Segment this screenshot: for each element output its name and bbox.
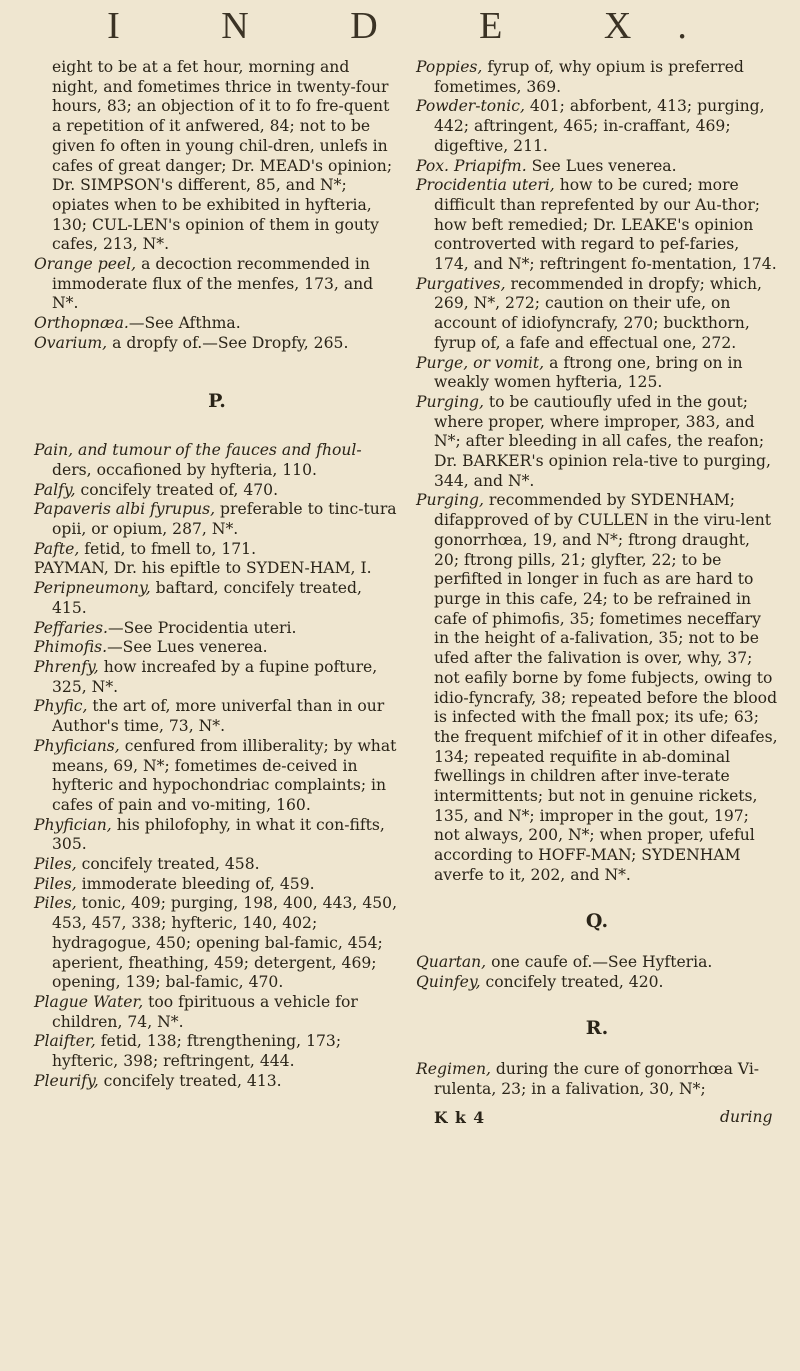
signature-mark: K k 4 bbox=[434, 1108, 486, 1127]
entry-headword: Pain, and tumour of the fauces and fhoul- bbox=[34, 441, 362, 460]
index-entry bbox=[416, 973, 778, 993]
entry-headword: Quinfey, bbox=[416, 972, 481, 991]
entry-text: fetid, to fmell to, 171. bbox=[79, 539, 257, 558]
section-letter-r: R. bbox=[585, 1016, 609, 1039]
index-entry bbox=[34, 875, 400, 895]
entry-text: immoderate bleeding of, 459. bbox=[76, 874, 315, 893]
entry-text: —See Lues venerea. bbox=[107, 638, 268, 657]
index-entry bbox=[416, 1060, 778, 1099]
left-entries-bottom bbox=[34, 441, 400, 1091]
left-column bbox=[34, 58, 400, 1091]
index-entry bbox=[416, 275, 778, 354]
entry-text: a dropfy of.—See Dropfy, 265. bbox=[107, 333, 349, 352]
entry-text: —See Procidentia uteri. bbox=[108, 618, 297, 637]
entry-headword: Pleurify, bbox=[34, 1071, 99, 1090]
index-entry bbox=[416, 97, 778, 156]
entry-text: recommended by SYDENHAM; difapproved of by CULLEN in the viru-lent gonorrhœa, 19, and N*; ftrong draught, 20; ftrong pills, 21; glyfter, 22; to be perfifted in longer in fuch as are hard to purge in this cafe, 24; to be refrained in cafe of phimofis, 35; fometimes neceffary in the height of a-falivation, 35; not to be ufed after the falivation is over, why, 37; not eafily borne by fome fubjects, owing to idio-fyncrafy, 38; repeated before the blood is infected with the fmall pox; its ufe; 63; the frequent mifchief of it in other difeafes, 134; repeated requifite in ab-dominal fwellings in children after inve-terate intermittents; but not in genuine rickets, 135, and N*; improper in the gout, 197; not always, 200, N*; when proper, ufeful according to HOFF-MAN; SYDENHAM averfe to it, 202, and N*. bbox=[434, 491, 778, 884]
entry-text: a ftrong one, bring on in weakly women hyfteria, 125. bbox=[434, 353, 743, 392]
right-entries-r bbox=[416, 1060, 778, 1099]
entry-text: concifely treated of, 470. bbox=[75, 480, 279, 499]
index-entry bbox=[34, 1032, 400, 1071]
entry-headword: Peripneumony, bbox=[34, 579, 151, 598]
index-entry bbox=[416, 157, 778, 177]
index-entry bbox=[34, 737, 400, 816]
entry-text: concifely treated, 458. bbox=[76, 855, 260, 874]
index-entry bbox=[34, 540, 400, 560]
entry-headword: Palfy, bbox=[34, 480, 76, 499]
entry-headword: Piles, bbox=[34, 855, 77, 874]
entry-text: fetid, 138; ftrengthening, 173; hyfteric, 398; reftringent, 444. bbox=[52, 1032, 342, 1071]
entry-headword: Phyficians, bbox=[34, 736, 120, 755]
entry-text: how increafed by a fupine pofture, 325, N*. bbox=[52, 657, 378, 696]
index-entry bbox=[34, 500, 400, 539]
entry-headword: Orange peel, bbox=[34, 255, 137, 274]
index-entry bbox=[34, 579, 400, 618]
entry-headword: Purging, bbox=[416, 491, 484, 510]
entry-text: See Lues venerea. bbox=[526, 156, 677, 175]
index-entry bbox=[34, 334, 400, 354]
entry-text: tonic, 409; purging, 198, 400, 443, 450, 453, 457, 338; hyfteric, 140, 402; hydragogue, 450; opening bal-famic, 454; aperient, fheathing, 459; detergent, 469; opening, 139; bal-famic, 470. bbox=[52, 894, 398, 992]
entry-text: 401; abforbent, 413; purging, 442; aftringent, 465; in-craffant, 469; digeftive, 211. bbox=[434, 97, 765, 155]
entry-text: the art of, more univerfal than in our Author's time, 73, N*. bbox=[52, 697, 385, 736]
entry-headword: Purge, or vomit, bbox=[416, 353, 545, 372]
right-column bbox=[416, 58, 778, 1100]
entry-headword: Phrenfy, bbox=[34, 657, 99, 676]
entry-headword: Plaifter, bbox=[34, 1032, 96, 1051]
entry-headword: Regimen, bbox=[416, 1060, 491, 1079]
entry-text: too fpirituous a vehicle for children, 74, N*. bbox=[52, 992, 358, 1031]
index-entry bbox=[34, 481, 400, 501]
section-letter-p: P. bbox=[208, 389, 226, 412]
index-entry bbox=[416, 354, 778, 393]
entry-headword: Piles, bbox=[34, 894, 77, 913]
entry-text: cenfured from illiberality; by what means, 69, N*; fometimes de-ceived in hyfteric and hypochondriac complaints; in cafes of pain and vo-miting, 160. bbox=[52, 736, 397, 814]
right-entries-q bbox=[416, 953, 778, 992]
entry-headword: Purgatives, bbox=[416, 274, 506, 293]
entry-text: during the cure of gonorrhœa Vi-rulenta, 23; in a falivation, 30, N*; bbox=[434, 1060, 760, 1099]
entry-text: his philofophy, in what it con-fifts, 305. bbox=[52, 815, 385, 854]
entry-text: recommended in dropfy; which, 269, N*, 272; caution on their ufe, on account of idiofyncrafy, 270; buckthorn, fyrup of, a fafe and effectual one, 272. bbox=[434, 274, 762, 352]
index-entry bbox=[416, 393, 778, 492]
page-header: I N D E X. bbox=[107, 5, 733, 47]
entry-text: preferable to tinc-tura opii, or opium, 287, N*. bbox=[52, 500, 397, 539]
left-entries-top bbox=[34, 58, 400, 354]
entry-headword: Poppies, bbox=[416, 58, 483, 76]
entry-headword: Plague Water, bbox=[34, 992, 144, 1011]
entry-headword: Piles, bbox=[34, 874, 77, 893]
right-entries-top bbox=[416, 58, 778, 886]
entry-text: concifely treated, 420. bbox=[480, 972, 664, 991]
entry-headword: Purging, bbox=[416, 392, 484, 411]
entry-text: a decoction recommended in immoderate flux of the menfes, 173, and N*. bbox=[52, 255, 374, 313]
entry-headword: Procidentia uteri, bbox=[416, 176, 555, 195]
entry-headword: Quartan, bbox=[416, 953, 487, 972]
entry-text: —See Afthma. bbox=[128, 314, 241, 333]
index-entry bbox=[416, 176, 778, 275]
entry-text: concifely treated, 413. bbox=[98, 1071, 282, 1090]
index-entry bbox=[416, 953, 778, 973]
entry-text: eight to be at a fet hour, morning and night, and fometimes thrice in twenty-four hours, 83; an objection of it to fo fre-quent a repetition of it anfwered, 84; not to be given fo often in young chil-dren, unlefs in cafes of great danger; Dr. MEAD's opinion; Dr. SIMPSON's different, 85, and N*; opiates when to be exhibited in hyfteria, 130; CUL-LEN's opinion of them in gouty cafes, 213, N*. bbox=[52, 58, 393, 254]
section-letter-q: Q. bbox=[585, 909, 609, 932]
entry-text: one caufe of.—See Hyfteria. bbox=[486, 953, 713, 972]
entry-headword: Peffaries. bbox=[34, 618, 108, 637]
index-entry bbox=[34, 1072, 400, 1092]
entry-text: PAYMAN, Dr. his epiftle to SYDEN-HAM, I. bbox=[34, 559, 372, 578]
entry-text: to be cautioufly ufed in the gout; where proper, where improper, 383, and N*; after bleeding in all cafes, the reafon; Dr. BARKER's opinion rela-tive to purging, 344, and N*. bbox=[434, 392, 771, 490]
index-entry bbox=[34, 619, 400, 639]
entry-headword: Papaveris albi fyrupus, bbox=[34, 500, 216, 519]
entry-headword: Powder-tonic, bbox=[416, 97, 525, 116]
entry-text: fyrup of, why opium is preferred fometimes, 369. bbox=[434, 58, 744, 96]
index-entry bbox=[34, 638, 400, 658]
index-entry bbox=[416, 491, 778, 885]
index-entry bbox=[34, 816, 400, 855]
index-entry bbox=[34, 658, 400, 697]
entry-text: baftard, concifely treated, 415. bbox=[52, 579, 362, 617]
index-entry bbox=[34, 314, 400, 334]
index-entry bbox=[34, 255, 400, 314]
entry-headword: Phimofis. bbox=[34, 638, 108, 657]
entry-headword: Pox. Priapifm. bbox=[416, 156, 527, 175]
index-entry bbox=[34, 697, 400, 736]
index-entry bbox=[34, 559, 400, 579]
index-entry bbox=[416, 58, 778, 97]
index-entry bbox=[34, 855, 400, 875]
entry-headword: Phyfic, bbox=[34, 697, 88, 716]
entry-headword: Orthopnæa. bbox=[34, 314, 129, 333]
index-entry bbox=[34, 993, 400, 1032]
entry-text: how to be cured; more difficult than reprefented by our Au-thor; how beft remedied; Dr. LEAKE's opinion controverted with regard to pef-faries, 174, and N*; reftringent fo-mentation, 174. bbox=[434, 176, 777, 274]
index-entry bbox=[34, 58, 400, 255]
index-entry bbox=[34, 894, 400, 993]
entry-text: ders, occafioned by hyfteria, 110. bbox=[52, 460, 317, 479]
entry-headword: Ovarium, bbox=[34, 333, 108, 352]
entry-headword: Phyfician, bbox=[34, 815, 112, 834]
entry-headword: Pafte, bbox=[34, 539, 80, 558]
catchword: during bbox=[720, 1108, 773, 1126]
index-entry bbox=[34, 441, 400, 480]
